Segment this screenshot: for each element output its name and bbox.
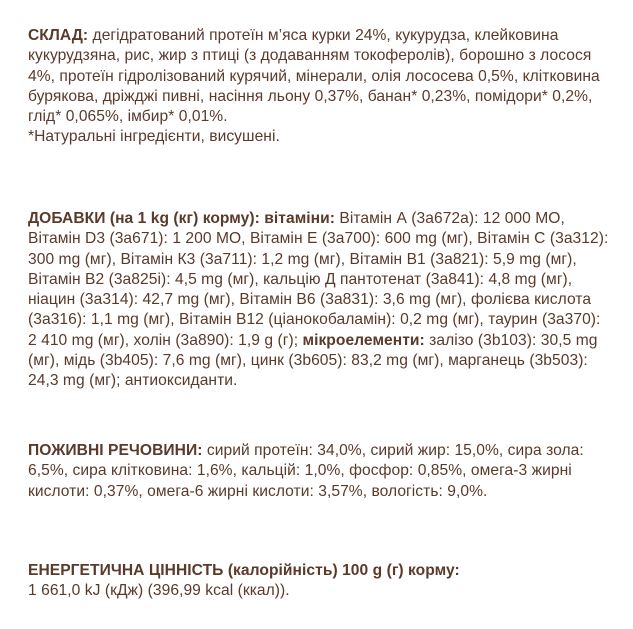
composition-heading: СКЛАД: (28, 27, 89, 44)
additives-section (28, 209, 613, 392)
composition-text: дегідратований протеїн м’яса курки 24%, кукурудза, клейковина кукурудзяна, рис, жир з птиці (з додаванням токоферолів), борошно з лосося 4%, протеїн гідролізований курячий, мінерали, олія лососева 0,5%, клітковина бурякова, дріжджі пивні, насіння льону 0,37%, банан* 0,23%, помідори* 0,2%, глід* 0,065%, імбир* 0,01%. (28, 27, 600, 126)
composition-note: *Натуральні інгредієнти, висушені. (28, 128, 280, 146)
nutrients-heading: ПОЖИВНІ РЕЧОВИНИ: (28, 442, 203, 459)
microelements-heading: мікроелементи: (302, 331, 425, 349)
energy-heading: ЕНЕРГЕТИЧНА ЦІННІСТЬ (калорійність) 100 g (г) корму: (28, 562, 460, 579)
nutrients-section (28, 441, 613, 502)
nutrients-text: сирий протеїн: 34,0%, сирий жир: 15,0%, сира зола: 6,5%, сира клітковина: 1,6%, кальцій: 1,0%, фосфор: 0,85%, омега-3 жирні кислоти: 0,37%, омега-6 жирні кислоти: 3,57%, вологість: 9,0%. (28, 442, 584, 500)
composition-section (28, 26, 613, 148)
energy-section (28, 561, 613, 602)
microelements-text: залізо (3b103): 30,5 mg (мг), мідь (3b405): 7,6 mg (мг), цинк (3b605): 83,2 mg (мг), марганець (3b503): 24,3 mg (мг); антиоксиданти. (28, 331, 598, 390)
vitamins-heading: вітаміни: (264, 210, 336, 227)
energy-text: 1 661,0 kJ (кДж) (396,99 kcal (ккал)). (28, 582, 290, 600)
vitamins-text: Вітамін А (3а672а): 12 000 МО, Вітамін D3 (3а671): 1 200 МО, Вітамін Е (3а700): 600 mg (мг), Вітамін С (3а312): 300 mg (мг), Вітамін К3 (3а711): 1,2 mg (мг), Вітамін В1 (3а821): 5,9 mg (мг), Вітамін В2 (3а825і): 4,5 mg (мг), кальцію Д пантотенат (3а841): 4,8 mg (мг), ніацин (3а314): 42,7 mg (мг), Вітамін В6 (3а831): 3,6 mg (мг), фолієва кислота (3а316): 1,1 mg (мг), Вітамін В12 (ціанокобаламін): 0,2 mg (мг), таурин (3а370): 2 410 mg (мг), холін (3а890): 1,9 g (г); (28, 210, 609, 349)
additives-heading: ДОБАВКИ (на 1 kg (кг) корму): (28, 210, 260, 227)
